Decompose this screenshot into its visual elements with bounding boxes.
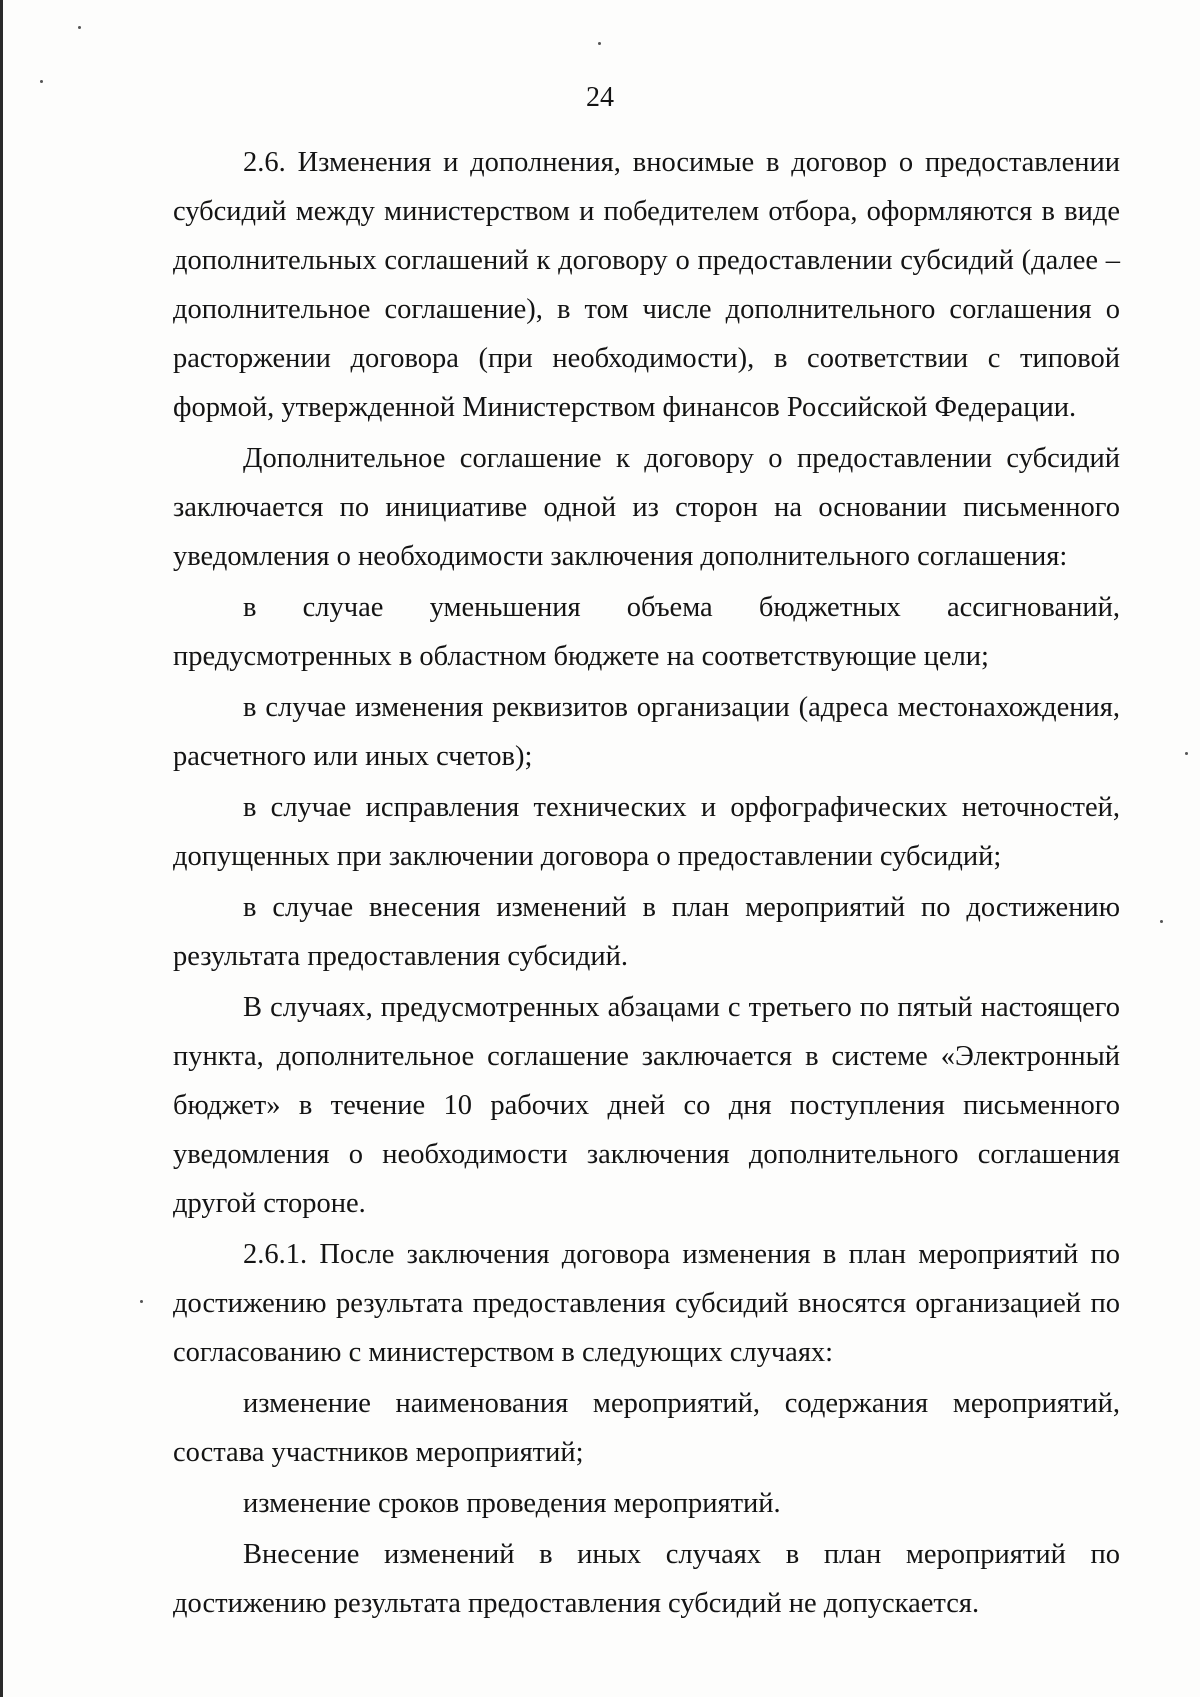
scan-speck bbox=[598, 42, 601, 45]
paragraph-case-name-content: изменение наименования мероприятий, содержания мероприятий, состава участников мероприятий; bbox=[173, 1388, 1120, 1468]
paragraph-electronic-budget: В случаях, предусмотренных абзацами с третьего по пятый настоящего пункта, дополнительное соглашение заключается в системе «Электронный бюджет» в течение 10 рабочих дней со дня поступления письменного уведомления о необходимости заключения дополнительного соглашения другой стороне. bbox=[173, 992, 1120, 1219]
scan-speck bbox=[1185, 752, 1188, 755]
scan-left-edge bbox=[0, 0, 3, 1697]
page-number: 24 bbox=[586, 82, 614, 113]
paragraph-additional-agreement: Дополнительное соглашение к договору о предоставлении субсидий заключается по инициативе одной из сторон на основании письменного уведомления о необходимости заключения дополнительного соглашения: bbox=[173, 443, 1120, 572]
paragraph-not-allowed: Внесение изменений в иных случаях в план мероприятий по достижению результата предоставления субсидий не допускается. bbox=[173, 1539, 1120, 1619]
scan-speck bbox=[140, 1300, 143, 1303]
scan-speck bbox=[78, 26, 81, 29]
paragraph-case-plan-changes: в случае внесения изменений в план мероприятий по достижению результата предоставления субсидий. bbox=[173, 892, 1120, 972]
paragraph-case-requisites-change: в случае изменения реквизитов организации (адреса местонахождения, расчетного или иных счетов); bbox=[173, 692, 1120, 772]
scan-speck bbox=[1160, 920, 1163, 923]
document-body bbox=[173, 138, 1120, 1630]
paragraph-2-6: 2.6. Изменения и дополнения, вносимые в договор о предоставлении субсидий между министерством и победителем отбора, оформляются в виде дополнительных соглашений к договору о предоставлении субсидий (далее – дополнительное соглашение), в том числе дополнительного соглашения о расторжении договора (при необходимости), в соответствии с типовой формой, утвержденной Министерством финансов Российской Федерации. bbox=[173, 147, 1120, 423]
paragraph-case-budget-reduction: в случае уменьшения объема бюджетных ассигнований, предусмотренных в областном бюджете на соответствующие цели; bbox=[173, 592, 1120, 672]
paragraph-2-6-1: 2.6.1. После заключения договора изменения в план мероприятий по достижению результата предоставления субсидий вносятся организацией по согласованию с министерством в следующих случаях: bbox=[173, 1239, 1120, 1368]
paragraph-case-dates: изменение сроков проведения мероприятий. bbox=[243, 1488, 781, 1519]
paragraph-case-corrections: в случае исправления технических и орфографических неточностей, допущенных при заключении договора о предоставлении субсидий; bbox=[173, 792, 1120, 872]
scan-speck bbox=[40, 80, 43, 83]
